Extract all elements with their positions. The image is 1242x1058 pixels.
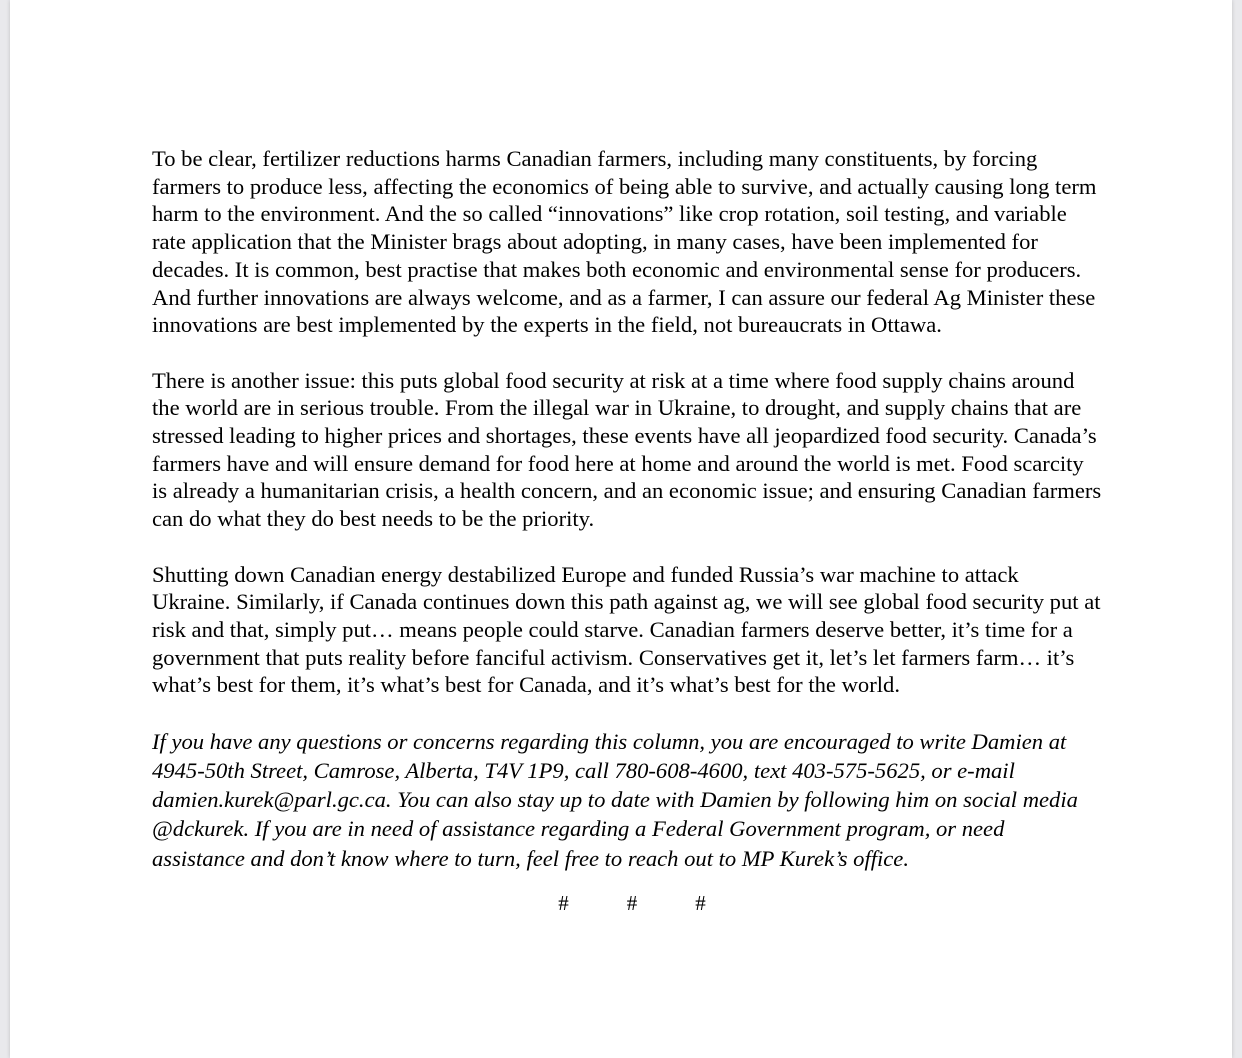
end-mark: # [695,890,706,915]
end-of-document-marks [152,889,1102,917]
end-mark: # [626,890,638,915]
paragraph-fertilizer: To be clear, fertilizer reductions harms Canadian farmers, including many constituents, by forcing farmers to produce less, affecting the economics of being able to survive, and actually causing long term harm to the environment. And the so called “innovations” like crop rotation, soil testing, and variable rate application that the Minister brags about adopting, in many cases, have been implemented for decades. It is common, best practise that makes both economic and environmental sense for producers. And further innovations are always welcome, and as a farmer, I can assure our federal Ag Minister these innovations are best implemented by the experts in the field, not bureaucrats in Ottawa. [152,146,1097,338]
end-mark: # [558,890,569,915]
document-page [10,0,1232,1058]
closing-contact-note: If you have any questions or concerns regarding this column, you are encouraged to write Damien at 4945-50th Street, Camrose, Alberta, T4V 1P9, call 780-608-4600, text 403-575-5625, or e-mail damien.kurek@parl.gc.ca. You can also stay up to date with Damien by following him on social media @dckurek. If you are in need of assistance regarding a Federal Government program, or need assistance and don’t know where to turn, feel free to reach out to MP Kurek’s office. [152,728,1078,871]
paragraph-food-security: There is another issue: this puts global food security at risk at a time where food supply chains around the world are in serious trouble. From the illegal war in Ukraine, to drought, and supply chains that are stressed leading to higher prices and shortages, these events have all jeopardized food security. Canada’s farmers have and will ensure demand for food here at home and around the world is met. Food scarcity is already a humanitarian crisis, a health concern, and an economic issue; and ensuring Canadian farmers can do what they do best needs to be the priority. [152,367,1102,532]
paragraph-energy: Shutting down Canadian energy destabilized Europe and funded Russia’s war machine to attack Ukraine. Similarly, if Canada continues down this path against ag, we will see global food security put at risk and that, simply put… means people could starve. Canadian farmers deserve better, it’s time for a government that puts reality before fanciful activism. Conservatives get it, let’s let farmers farm… it’s what’s best for them, it’s what’s best for Canada, and it’s what’s best for the world. [152,561,1101,698]
document-body [152,145,1102,917]
